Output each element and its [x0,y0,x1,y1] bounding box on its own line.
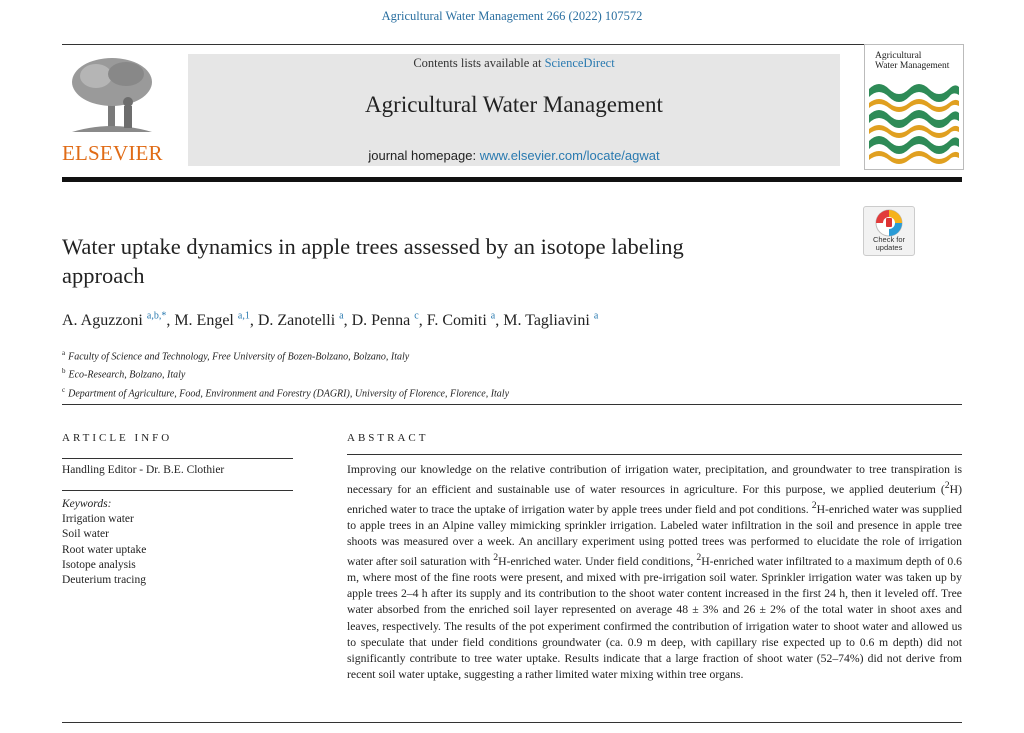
affiliation-mark: c [62,385,66,394]
sciencedirect-link[interactable]: ScienceDirect [544,56,615,70]
handling-editor: Handling Editor - Dr. B.E. Clothier [62,464,225,476]
abstract-heading: ABSTRACT [347,432,429,444]
affiliation-text: Eco-Research, Bolzano, Italy [68,369,186,381]
header-divider [62,177,962,182]
journal-cover[interactable] [864,44,964,170]
homepage-link[interactable]: www.elsevier.com/locate/agwat [479,148,660,163]
author[interactable] [427,312,504,329]
abstract-divider [347,454,962,455]
author[interactable] [62,312,174,329]
contents-prefix: Contents lists available at [413,56,545,70]
author[interactable] [258,312,352,329]
author-sep: , [495,312,504,330]
isotope-superscript: 2 [493,552,499,564]
author-name: M. Engel [174,312,234,330]
journal-citation[interactable]: Agricultural Water Management 266 (2022) 107572 [381,9,643,23]
top-divider [62,44,962,45]
cover-title-line2: Water Management [875,61,950,71]
author[interactable] [352,312,427,329]
author-sep: , [166,312,175,330]
abstract-text [347,462,962,683]
keywords-divider [62,490,293,491]
affiliations [62,346,509,401]
journal-name: Agricultural Water Management [365,92,663,117]
updates-label-line1: Check for [872,235,906,244]
author-affil-mark[interactable]: a,b,* [146,311,167,322]
keywords-block [62,497,146,588]
abstract-fragment: H-enriched water infiltrated to a maximum depth of 0.6 m, where most of the fine roots were present, and mixed with pre-irrigation soil water. Sprinkler irrigation water was taken up by apple trees 2–4 h after its supply and its contribution to the shoot water content increased in the first 24 h, then it leveled off. Tree water absorbed from the enriched soil layer represented on average 48 ± 3% and 26 ± 2% of the total water in shoot axes and leaves, respectively. The results of the pot experiment confirmed the contribution of irrigation water to shoot water and allowed us to speculate that under field conditions groundwater (ca. 0.9 m deep, with capillary rise expected up to 0.6 m depth) did not significantly contribute to tree water uptake. Results indicate that a large fraction of shoot water (52–74%) did not derive from recent soil water uptake, suggesting a rather limited water mixing within tree organs. [347,555,962,681]
keyword-item: Soil water [62,528,109,541]
affiliation [62,364,509,382]
cover-pattern-icon [865,45,963,169]
updates-label [864,236,914,252]
affiliation [62,383,509,401]
updates-label-line2: updates [875,243,903,252]
author-list [62,311,598,330]
author-sep: , [249,312,258,330]
article-info-heading: ARTICLE INFO [62,432,173,444]
tree-logo-icon [62,54,162,136]
keyword-item: Deuterium tracing [62,574,146,587]
article-title: Water uptake dynamics in apple trees assessed by an isotope labeling approach [62,234,684,288]
check-for-updates-button[interactable] [863,206,915,256]
bottom-divider [62,722,962,723]
author-sep: , [418,312,427,330]
affiliation-text: Faculty of Science and Technology, Free University of Bozen-Bolzano, Bolzano, Italy [68,351,410,363]
author-affil-mark[interactable]: a,1 [237,311,250,322]
author-name: D. Penna [351,312,411,330]
keyword-item: Irrigation water [62,513,134,526]
article-info-divider [62,458,293,459]
contents-line [188,56,840,71]
author-affil-mark[interactable]: a [339,311,344,322]
keyword-item: Isotope analysis [62,558,136,571]
author-affil-mark[interactable]: c [414,311,419,322]
isotope-superscript: 2 [696,552,702,564]
journal-banner [188,54,840,166]
author-affil-mark[interactable]: a [593,311,599,322]
journal-header [62,51,962,166]
author-name: A. Aguzzoni [62,312,143,330]
author-name: D. Zanotelli [257,312,336,330]
affiliation-mark: a [62,349,66,357]
author-name: M. Tagliavini [503,312,590,330]
author-name: F. Comiti [426,312,487,330]
isotope-superscript: 2 [811,500,817,512]
cover-title-line1: Agricultural [875,51,922,61]
abstract-fragment: Improving our knowledge on the relative contribution of irrigation water, precipitation, and groundwater to tree transpiration is necessary for an efficient and sustainable use of water resources in agriculture. For this purpose, we applied deuterium ( [347,463,962,496]
abstract-fragment: H) enriched water to trace the uptake of irrigation water by apple trees under field and pot conditions. [347,482,962,516]
publisher-wordmark: ELSEVIER [62,141,163,165]
abstract-fragment: H-enriched water. Under field conditions, [498,555,697,569]
affiliation-mark: b [62,367,66,376]
author[interactable] [174,312,258,329]
homepage-line [188,148,840,163]
isotope-superscript: 2 [944,480,950,492]
homepage-prefix: journal homepage: [368,148,480,163]
section-divider [62,404,962,405]
keyword-item: Root water uptake [62,543,147,556]
abstract-fragment: H-enriched water was supplied to apple trees in an Alpine valley mimicking sprinkler irrigation. Labeled water infiltration in the soil and presence in apple tree shoots was measured over a week. An ancillary experiment using potted trees was performed to elucidate the role of irrigation water after soil saturation with [347,502,963,569]
author-sep: , [343,312,352,330]
elsevier-logo[interactable] [62,54,162,166]
author-affil-mark[interactable]: a [490,311,496,322]
author[interactable] [503,312,598,329]
affiliation [62,346,509,364]
keywords-label: Keywords: [62,498,112,510]
affiliation-text: Department of Agriculture, Food, Environment and Forestry (DAGRI), University of Florence, Florence, Italy [68,387,510,399]
